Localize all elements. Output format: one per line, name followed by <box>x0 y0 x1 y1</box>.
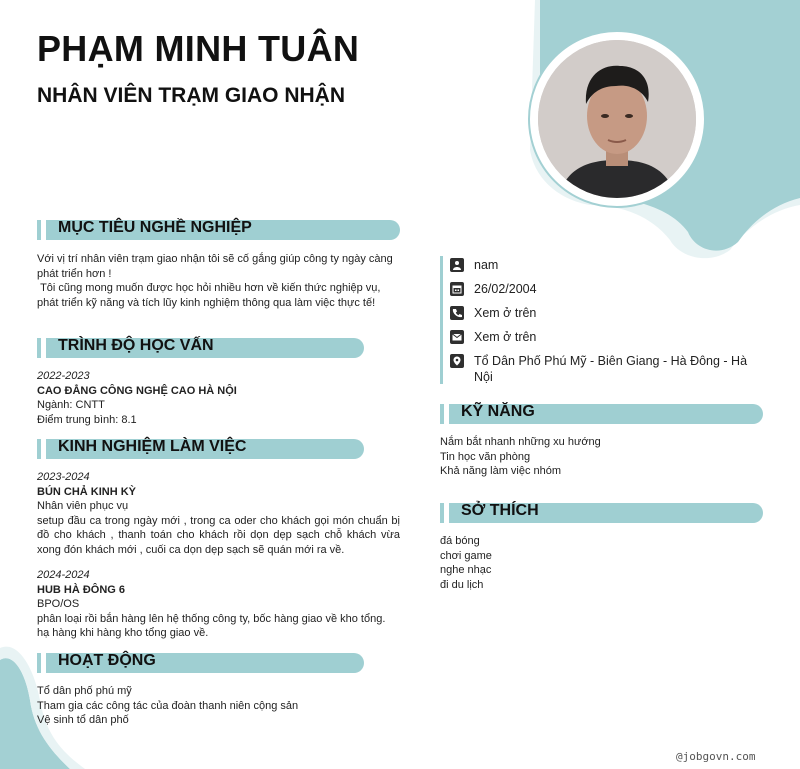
experience-role: Nhân viên phục vụ <box>37 500 129 512</box>
hobby-item: chơi game <box>440 549 492 562</box>
gender-value: nam <box>474 258 499 272</box>
contact-email <box>450 329 754 345</box>
experience-entry <box>37 470 400 557</box>
watermark: @jobgovn.com <box>676 750 756 763</box>
candidate-name: PHẠM MINH TUÂN <box>37 28 360 69</box>
activities-list <box>37 684 400 728</box>
section-title: MỤC TIÊU NGHỀ NGHIỆP <box>58 219 252 236</box>
experience-description: phân loại rồi bắn hàng lên hệ thống công ty, bốc hàng giao về kho tổng. hạ hàng khi hàng kho tổng giao về. <box>37 612 386 639</box>
contact-gender <box>450 257 754 273</box>
experience-period: 2024-2024 <box>37 569 90 581</box>
person-icon <box>450 258 464 272</box>
company-name: HUB HÀ ĐÔNG 6 <box>37 583 126 596</box>
section-title: KỸ NĂNG <box>461 403 535 420</box>
section-header-activities <box>46 653 364 673</box>
location-pin-icon <box>450 354 464 368</box>
section-title: SỞ THÍCH <box>461 502 539 519</box>
hobby-item: đi du lịch <box>440 578 484 591</box>
job-title: NHÂN VIÊN TRẠM GIAO NHẬN <box>37 84 345 107</box>
phone-icon <box>450 306 464 320</box>
contact-divider <box>440 256 443 384</box>
avatar-frame <box>528 30 706 208</box>
calendar-icon <box>450 282 464 296</box>
education-entry <box>37 369 400 427</box>
mail-icon <box>450 330 464 344</box>
activity-item: Tham gia các công tác của đoàn thanh niên cộng sản <box>37 699 299 712</box>
company-name: BÚN CHẢ KINH KỲ <box>37 485 136 498</box>
skill-item: Khả năng làm việc nhóm <box>440 465 562 477</box>
phone-value: Xem ở trên <box>474 306 537 320</box>
education-period: 2022-2023 <box>37 370 90 382</box>
skill-item: Nắm bắt nhanh những xu hướng <box>440 436 601 448</box>
skills-list <box>440 435 770 479</box>
skill-item: Tin học văn phòng <box>440 450 531 463</box>
contact-address <box>450 353 754 385</box>
objective-line: Tôi cũng mong muốn được học hỏi nhiều hơn về kiến thức nghiệp vụ, phát triển kỹ năng và tích lũy kinh nghiệm thông qua làm việc thực tế! <box>37 282 384 309</box>
education-gpa: Điểm trung bình: 8.1 <box>37 413 137 426</box>
hobbies-list <box>440 534 770 592</box>
section-title: KINH NGHIỆM LÀM VIỆC <box>58 438 247 455</box>
contact-dob <box>450 281 754 297</box>
avatar <box>538 40 696 198</box>
education-major: Ngành: CNTT <box>37 399 105 411</box>
activity-item: Vệ sinh tổ dân phố <box>37 714 129 726</box>
section-header-education <box>46 338 364 358</box>
section-header-objective <box>46 220 400 240</box>
objective-line: Với vị trí nhân viên trạm giao nhận tôi sẽ cố gắng giúp công ty ngày càng phát triển hơn ! <box>37 253 393 280</box>
experience-period: 2023-2024 <box>37 471 90 483</box>
section-header-hobbies <box>449 503 763 523</box>
hobby-item: đá bóng <box>440 535 480 547</box>
address-value: Tổ Dân Phố Phú Mỹ - Biên Giang - Hà Đông - Hà Nội <box>474 354 748 384</box>
section-title: TRÌNH ĐỘ HỌC VẤN <box>58 337 214 354</box>
hobby-item: nghe nhạc <box>440 564 492 576</box>
section-header-experience <box>46 439 364 459</box>
objective-text <box>37 252 400 310</box>
experience-role: BPO/OS <box>37 598 80 610</box>
experience-entry <box>37 568 400 641</box>
activity-item: Tổ dân phố phú mỹ <box>37 685 132 697</box>
email-value: Xem ở trên <box>474 330 537 344</box>
section-header-skills <box>449 404 763 424</box>
experience-description: setup đầu ca trong ngày mới , trong ca oder cho khách gọi món chuẩn bị đồ cho khách , thanh toán cho khách rồi dọn dẹp sạch chỗ khách vừa xong đón khách mới , cuối ca dọn dẹp sạch sẽ quán mới ra về. <box>37 514 400 556</box>
contact-phone <box>450 305 754 321</box>
school-name: CAO ĐẲNG CÔNG NGHỆ CAO HÀ NỘI <box>37 384 237 397</box>
section-title: HOẠT ĐỘNG <box>58 652 156 669</box>
dob-value: 26/02/2004 <box>474 282 537 296</box>
